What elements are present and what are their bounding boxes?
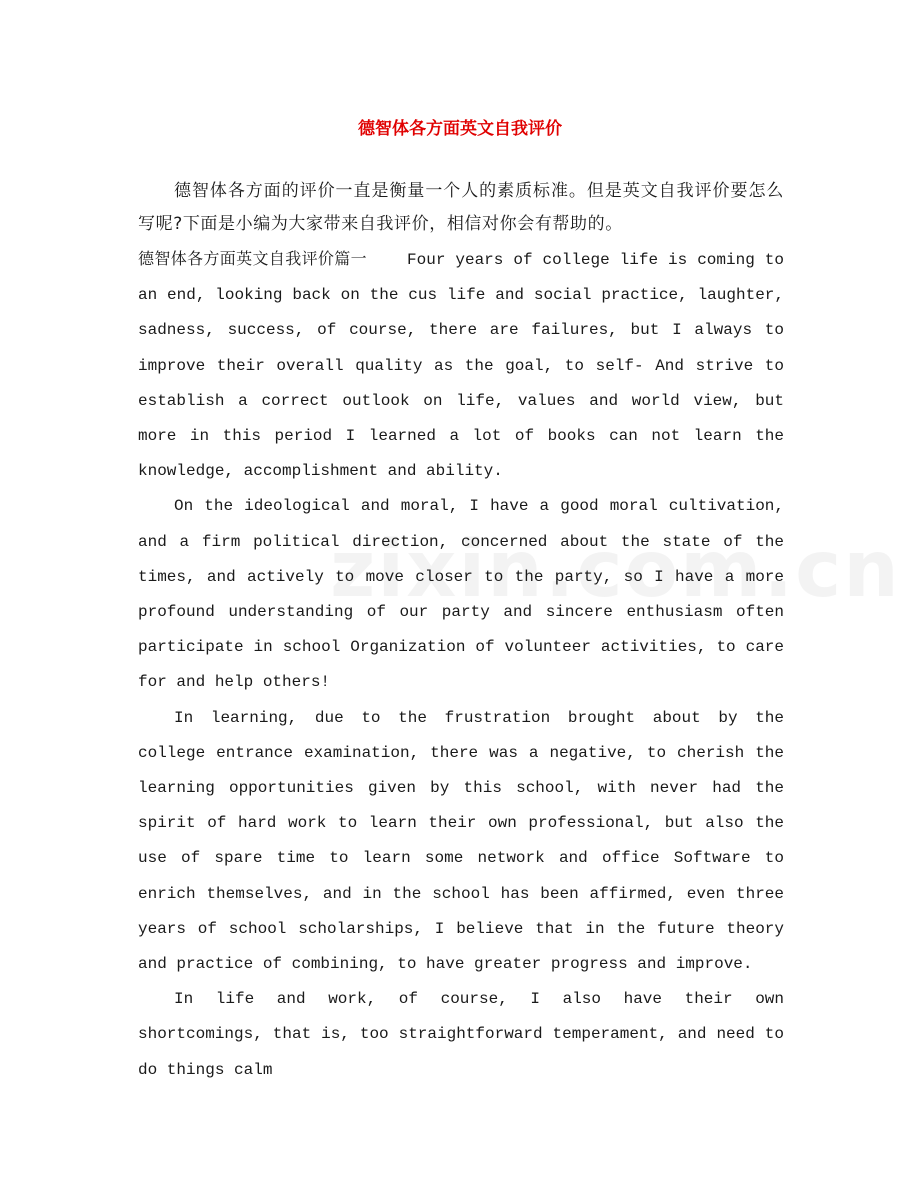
- document-body: [138, 175, 784, 1088]
- section-heading: 德智体各方面英文自我评价篇一: [138, 249, 368, 268]
- intro-paragraph: 德智体各方面的评价一直是衡量一个人的素质标准。但是英文自我评价要怎么写呢?下面是小编为大家带来自我评价，相信对你会有帮助的。: [138, 181, 784, 234]
- paragraph-4: In life and work, of course, I also have their own shortcomings, that is, too straightforward temperament, and need to do things calm: [138, 990, 784, 1079]
- paragraph-2: On the ideological and moral, I have a good moral cultivation, and a firm political direction, concerned about the state of the times, and actively to move closer to the party, so I have a more profound understanding of our party and sincere enthusiasm often participate in school Organization of volunteer activities, to care for and help others!: [138, 497, 784, 692]
- document-title: 德智体各方面英文自我评价: [358, 119, 562, 139]
- paragraph-3: In learning, due to the frustration brought about by the college entrance examination, there was a negative, to cherish the learning opportunities given by this school, with never had the spirit of hard work to learn their own professional, but also the use of spare time to learn some network and office Software to enrich themselves, and in the school has been affirmed, even three years of school scholarships, I believe that in the future theory and practice of combining, to have greater progress and improve.: [138, 708, 784, 974]
- paragraph-1: [138, 241, 784, 489]
- paragraph-1-text: Four years of college life is coming to an end, looking back on the cus life and social practice, laughter, sadness, success, of course, there are failures, but I always to improve their overall quality as the goal, to self- And strive to establish a correct outlook on life, values and world view, but more in this period I learned a lot of books can not learn the knowledge, accomplishment and ability.: [138, 251, 784, 481]
